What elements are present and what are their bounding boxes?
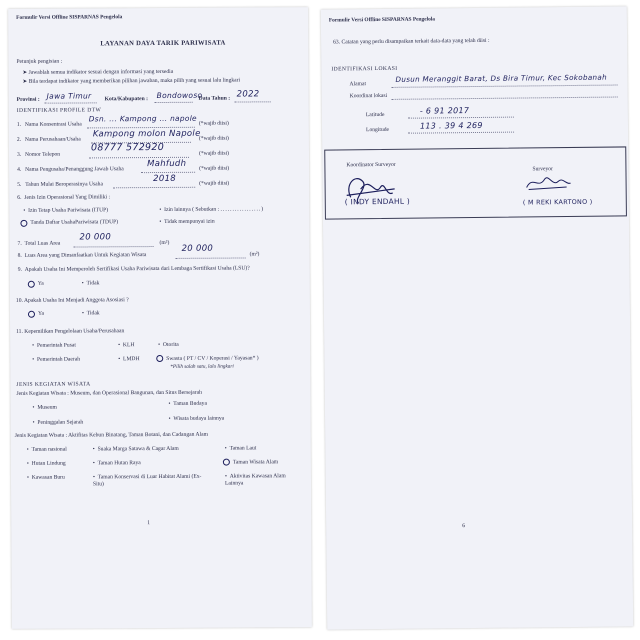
q8-unit: (m²) [249,251,260,258]
section-location: IDENTIFIKASI LOKASI [331,65,398,73]
latitude-label: Latitude [365,111,385,119]
activity-option[interactable]: • Aktivitas Kawasan Alam Lainnya [224,473,286,487]
form-page-2 [321,6,633,629]
identity-field: 2. Nama Perusahaan/Usaha Kampong molon Napole (*wajib diisi) [16,128,229,143]
identity-field: 1. Nama Konsentrasi Usaha Dsn. ... Kampong ... napole (*wajib diisi) [16,113,229,128]
selected-circle [20,220,27,227]
field-value: Kampong molon Napole [92,128,201,140]
activity-option[interactable]: • Peninggalan Sejarah [32,419,84,426]
surveyor-name: ( M REKI KARTONO ) [522,197,593,207]
province-value: Jawa Timur [46,91,92,101]
q10-label: 10. Apakah Usaha Ini Menjadi Anggota Asosiasi ? [15,297,129,304]
activity-option[interactable]: • Taman Konservasi di Luar Habitat Alami (Ex-Situ) [92,473,202,488]
identity-field: 5. Tahun Mulai Beroperasinya Usaha 2018 (*wajib diisi) [17,173,230,188]
field-value: Mahfudh [147,158,187,170]
activity-option[interactable]: Taman Wisata Alam [232,459,279,466]
address-value: Dusun Meranggit Barat, Ds Bira Timur, Kec Sokobanah [395,72,607,84]
city-label: Kota/Kabupaten : [104,96,149,103]
q6-option[interactable]: • Izin lainnya ( Sebutkan : .................) [159,206,265,214]
surveyor-label: Surveyor [532,166,553,173]
activity-option[interactable]: • Taman Hutan Raya [92,460,141,467]
q11-option[interactable]: • Otorita [158,341,179,349]
page-number: 1 [147,520,151,527]
field-value: Dsn. ... Kampong ... napole [88,113,197,124]
coordinate-label: Koordinat lokasi [349,92,388,100]
q11-note: *Pilih salah satu, lalu lingkari [170,363,234,370]
instruction-item: ➤ Bila terdapat indikator yang memberikan pilihan jawaban, maka pilih yang sesuai lalu lingkari [22,77,241,85]
selected-circle [223,459,230,466]
q11-option[interactable]: • KLH [118,342,135,349]
q7-label: 7. Total Luas Area [17,240,61,247]
instructions-label: Petunjuk pengisian : [16,58,63,65]
activity-option[interactable]: • Museum [32,404,57,411]
longitude-value: 113 . 39 4 269 [419,120,483,131]
q7-value: 20 000 [79,232,112,243]
instruction-item: ➤ Jawablah semua indikator sesuai dengan informasi yang tersedia [22,68,174,76]
q6-option[interactable]: • Tidak mempunyai izin [159,218,215,226]
city-value: Bondowoso [156,90,203,101]
activity-option[interactable]: • Hutan Lindung [26,460,66,467]
q6-label: 6. Jenis Izin Operasional Yang Dimiliki : [17,194,111,201]
address-label: Alamat [349,81,367,88]
year-value: 2022 [236,89,260,100]
q9-label: 9. Apakah Usaha Ini Memperoleh Sertifikasi Usaha Pariwisata dari Lembaga Sertifikasi Usaha (LSU)? [17,265,250,273]
activity2-label: Jenis Kegiatan Wisata : Aktifitas Kebun Binatang, Taman Botani, dan Cadangan Alam [14,431,208,439]
selected-circle [28,311,35,318]
form-title: LAYANAN DAYA TARIK PARIWISATA [100,39,226,48]
field-value: 08777 572920 [90,141,165,154]
form-header: Formulir Versi Offline SISPARNAS Pengelola [328,16,436,24]
q8-label: 8. Luas Area yang Dimanfaatkan Untuk Kegiatan Wisata [17,252,147,259]
selected-circle [156,355,163,362]
year-label: Data Tahun : [198,95,231,102]
form-header: Formulir Versi Offline SISPARNAS Pengelola [16,14,123,21]
province-label: Provinsi : [16,96,40,103]
surveyor-signature [522,171,572,194]
longitude-label: Longitude [365,126,390,134]
q9-yes[interactable]: Ya [37,280,44,287]
activity-option[interactable]: • Taman nasional [26,446,67,453]
coordinator-label: Koordinator Surveyor [346,161,396,169]
activity-option[interactable]: • Suaka Marga Satawa & Cagar Alam [92,445,179,453]
identity-field: 4. Nama Pengusaha/Penanggung Jawab Usaha Mahfudh (*wajib diisi) [17,158,230,173]
selected-circle [28,281,35,288]
q11-option[interactable]: • Pemerintah Daerah [32,356,81,363]
q6-option[interactable]: • Izin Tetap Usaha Pariwisata (ITUP) [23,207,109,214]
page-number: 6 [462,523,466,530]
q11-option[interactable]: • LMDH [118,356,140,363]
latitude-value: - 6 91 2017 [419,106,470,116]
field-value: 2018 [153,173,177,185]
q9-no[interactable]: • Tidak [81,280,100,287]
activity-option[interactable]: • Taman Laut [224,445,257,452]
q11-label: 11. Kepemilikan Pengelolaan Usaha/Perusahaan [16,328,125,335]
identity-field: 3. Nomor Telepon 08777 572920 (*wajib diisi) [16,141,230,158]
notes-question: 63. Catatan yang perlu disampaikan terkait data-data yang telah diisi : [333,37,490,46]
q10-no[interactable]: • Tidak [81,310,100,317]
form-page-1 [8,7,312,629]
activity-option[interactable]: • Wisata budaya lainnya [168,415,225,422]
q10-yes[interactable]: Ya [37,310,44,317]
activity1-label: Jenis Kegiatan Wisata : Museum, dan Operasional Bangunan, dan Situs Bersejarah [16,389,202,397]
q6-option[interactable]: Tanda Daftar UsahaPariwisata (TDUP) [30,219,119,226]
q11-option[interactable]: • Pemerintah Pusat [32,342,76,349]
q7-unit: (m²) [159,239,170,247]
activity-option[interactable]: • Taman Budaya [168,400,207,407]
section-activity: JENIS KEGIATAN WISATA [16,381,91,388]
coordinator-name: ( INDY ENDAHL ) [344,196,411,207]
section-identity: IDENTIFIKASI PROFILE DTW [16,107,102,114]
q8-value: 20 000 [181,243,214,254]
activity-option[interactable]: • Kawasan Buru [26,474,65,481]
q11-option[interactable]: Swasta ( PT / CV / Koperasi / Yayasan* ) [166,355,259,362]
